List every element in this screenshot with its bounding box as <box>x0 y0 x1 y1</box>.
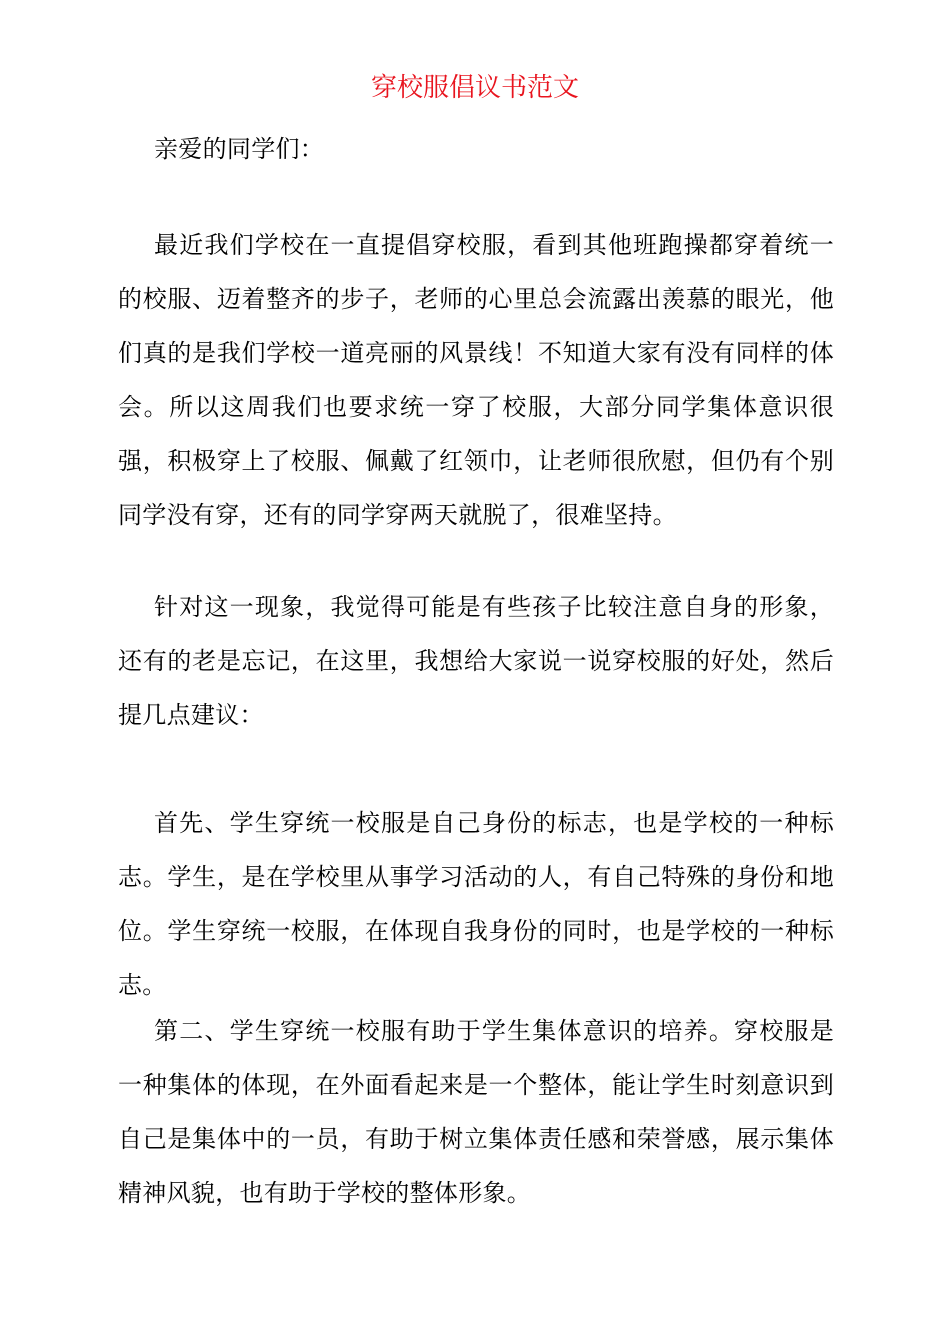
paragraph-1: 最近我们学校在一直提倡穿校服，看到其他班跑操都穿着统一的校服、迈着整齐的步子，老师的心里总会流露出羡慕的眼光，他们真的是我们学校一道亮丽的风景线！不知道大家有没有同样的体会。所以这周我们也要求统一穿了校服，大部分同学集体意识很强，积极穿上了校服、佩戴了红领巾，让老师很欣慰，但仍有个别同学没有穿，还有的同学穿两天就脱了，很难坚持。 <box>118 231 834 529</box>
greeting: 亲爱的同学们： <box>154 135 325 163</box>
paragraph-3: 首先、学生穿统一校服是自己身份的标志，也是学校的一种标志。学生，是在学校里从事学习活动的人，有自己特殊的身份和地位。学生穿统一校服，在体现自我身份的同时，也是学校的一种标志。 <box>118 809 834 999</box>
paragraph-4: 第二、学生穿统一校服有助于学生集体意识的培养。穿校服是一种集体的体现，在外面看起来是一个整体，能让学生时刻意识到自己是集体中的一员，有助于树立集体责任感和荣誉感，展示集体精神风貌，也有助于学校的整体形象。 <box>118 1017 834 1207</box>
paragraph-2: 针对这一现象，我觉得可能是有些孩子比较注意自身的形象，还有的老是忘记，在这里，我想给大家说一说穿校服的好处，然后提几点建议： <box>118 593 834 729</box>
document-title: 穿校服倡议书范文 <box>370 73 579 103</box>
